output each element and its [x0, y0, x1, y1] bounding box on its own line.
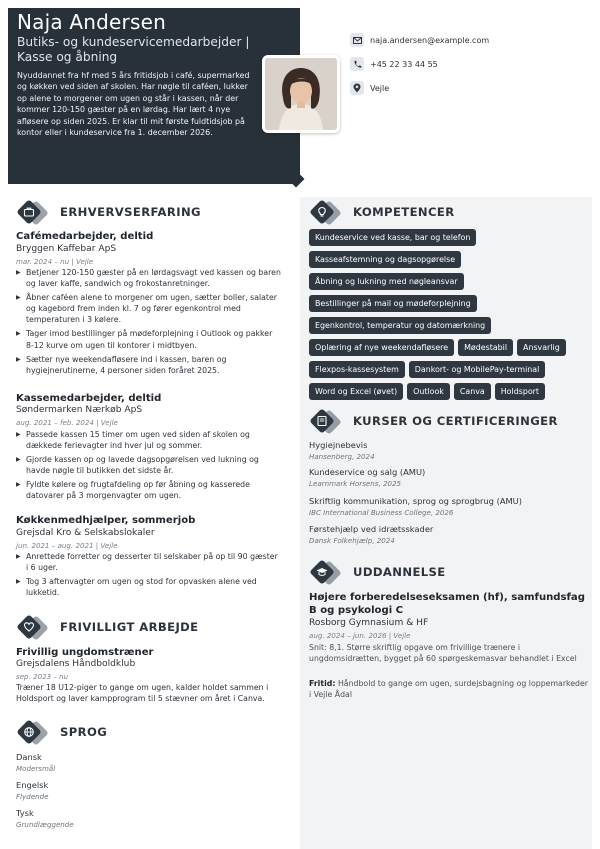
globe-icon	[16, 719, 42, 745]
course-institution: Hansenberg, 2024	[309, 452, 375, 461]
email-text: naja.andersen@example.com	[370, 35, 490, 45]
skill-tag: Ansvarlig	[517, 339, 566, 356]
header-panel	[8, 8, 300, 184]
briefcase-icon	[16, 199, 42, 225]
language-level: Grundlæggende	[16, 820, 74, 829]
graduation-cap-icon	[309, 559, 335, 585]
skill-tag: Outlook	[407, 383, 450, 400]
mail-icon	[350, 33, 364, 47]
leisure-text: Håndbold to gange om ugen, surdejsbagning og loppemarkeder i Vejle Ådal	[309, 679, 589, 700]
education-title: Højere forberedelseseksamen (hf), samfundsfag B og psykologi C	[309, 592, 585, 616]
skill-tag: Flexpos-kassesystem	[309, 361, 405, 378]
list-item: ▶ Passede kassen 15 timer om ugen ved siden af skolen og dækkede ferievagter ind hver jul og sommer.	[16, 429, 282, 451]
education-heading: UDDANNELSE	[309, 559, 446, 585]
job-dates-location: mar. 2024 – nu | Vejle	[16, 257, 94, 266]
job-title: Køkkenmedhjælper, sommerjob	[16, 515, 196, 526]
profile-photo	[262, 55, 340, 133]
job-bullets	[16, 267, 282, 379]
language-level: Flydende	[16, 792, 49, 801]
list-item: ▶ Tager imod bestillinger på mødeforplejning i Outlook og pakker 8-12 kurve om ugen til kontorer i midtbyen.	[16, 328, 282, 350]
skill-tag: Mødestabil	[458, 339, 513, 356]
skill-tag: Åbning og lukning med nøgleansvar	[309, 273, 464, 290]
education-school: Rosborg Gymnasium & HF	[309, 618, 429, 628]
contact-email[interactable]	[350, 32, 489, 48]
job-title: Cafémedarbejder, deltid	[16, 231, 154, 242]
language-name: Engelsk	[16, 780, 49, 790]
job-dates-location: aug. 2021 – feb. 2024 | Vejle	[16, 418, 118, 427]
volunteer-description: Træner 18 U12-piger to gange om ugen, kalder holdet sammen i Holdsport og laver kampprogram til 5 stævner om året i Canva.	[16, 683, 269, 704]
education-dates-location: aug. 2024 – jun. 2026 | Vejle	[309, 631, 411, 640]
course-name: Førstehjælp ved idrætsskader	[309, 524, 434, 534]
course-name: Skriftlig kommunikation, sprog og sprogbrug (AMU)	[309, 496, 522, 506]
contact-location	[350, 80, 389, 96]
volunteer-title: Frivillig ungdomstræner	[16, 647, 154, 658]
volunteer-heading: FRIVILLIGT ARBEJDE	[16, 614, 199, 640]
language-name: Tysk	[16, 808, 34, 818]
location-text: Vejle	[370, 83, 390, 93]
person-name: Naja Andersen	[17, 10, 166, 34]
list-item: ▶ Tog 3 aftenvagter om ugen og stod for opvasken alene ved lukketid.	[16, 576, 282, 598]
language-level: Modersmål	[16, 764, 56, 773]
lightbulb-icon	[309, 199, 335, 225]
list-item: ▶ Sætter nye weekendafløsere ind i kassen, baren og hygiejnerutinerne, 4 personer siden foråret 2025.	[16, 354, 282, 376]
education-leisure	[309, 678, 591, 701]
languages-heading: SPROG	[16, 719, 107, 745]
person-role: Butiks- og kundeservicemedarbejder | Kasse og åbning	[17, 35, 250, 64]
heart-hand-icon	[16, 614, 42, 640]
skill-tag: Canva	[454, 383, 491, 400]
phone-icon	[350, 57, 364, 71]
volunteer-dates: sep. 2023 – nu	[16, 672, 69, 681]
skill-tag: Holdsport	[495, 383, 545, 400]
courses-heading: KURSER OG CERTIFICERINGER	[309, 408, 558, 434]
job-title: Kassemedarbejder, deltid	[16, 393, 162, 404]
list-item: ▶ Betjener 120-150 gæster på en lørdagsvagt ved kassen og baren og laver kaffe, sandwich og frokostanretninger.	[16, 267, 282, 289]
skills-heading: KOMPETENCER	[309, 199, 455, 225]
language-name: Dansk	[16, 752, 42, 762]
certificate-icon	[309, 408, 335, 434]
skill-tag: Word og Excel (øvet)	[309, 383, 403, 400]
course-name: Kundeservice og salg (AMU)	[309, 467, 426, 477]
list-item: ▶ Åbner caféen alene to morgener om ugen, sætter boller, salater og kagebord frem inden kl. 7 og fører egenkontrol med temperaturen i 3 kølere.	[16, 292, 282, 325]
course-institution: Learnmark Horsens, 2025	[309, 479, 402, 488]
location-pin-icon	[350, 81, 364, 95]
education-grade: Snit: 8,1. Større skriftlig opgave om frivillige trænere i ungdomsidrætten, bygget på 60 spørgeskemasvar behandlet i Excel	[309, 643, 577, 664]
job-company: Søndermarken Nærkøb ApS	[16, 405, 143, 415]
job-company: Grejsdal Kro & Selskabslokaler	[16, 528, 155, 538]
course-institution: Dansk Folkehjælp, 2024	[309, 536, 395, 545]
job-company: Bryggen Kaffebar ApS	[16, 244, 117, 254]
skill-tag: Dankort- og MobilePay-terminal	[409, 361, 546, 378]
list-item: ▶ Gjorde kassen op og lavede dagsopgørelsen ved lukning og havde nøgle til butikken det sidste år.	[16, 454, 282, 476]
course-institution: IBC International Business College, 2026	[309, 508, 454, 517]
job-bullets	[16, 429, 282, 505]
contact-phone[interactable]	[350, 56, 438, 72]
course-name: Hygiejnebevis	[309, 440, 368, 450]
phone-text: +45 22 33 44 55	[370, 59, 438, 69]
skill-tag: Egenkontrol, temperatur og datomærkning	[309, 317, 491, 334]
skill-tag: Oplæring af nye weekendafløsere	[309, 339, 454, 356]
leisure-label: Fritid:	[309, 679, 336, 688]
skill-tag: Bestillinger på mail og mødeforplejning	[309, 295, 477, 312]
skills-list	[309, 229, 591, 400]
profile-summary: Nyuddannet fra hf med 5 års fritidsjob i café, supermarked og køkken ved siden af skolen. Har nøgle til caféen, lukker op alene to morgener om ugen og står i kassen, når der kommer 120-150 gæster på en lørdag. Har lært 4 nye afløsere op siden 2025. Er klar til mit første fuldtidsjob på kontor eller i kundeservice fra 1. december 2026.	[17, 71, 250, 138]
job-dates-location: jun. 2021 – aug. 2021 | Vejle	[16, 541, 118, 550]
volunteer-org: Grejsdalens Håndboldklub	[16, 659, 136, 669]
skill-tag: Kundeservice ved kasse, bar og telefon	[309, 229, 476, 246]
list-item: ▶ Anrettede forretter og desserter til selskaber på op til 90 gæster i 6 uger.	[16, 551, 282, 573]
experience-heading: ERHVERVSERFARING	[16, 199, 201, 225]
skill-tag: Kasseafstemning og dagsopgørelse	[309, 251, 461, 268]
list-item: ▶ Fyldte kølere og frugtafdeling op før åbning og kasserede datovarer på 3 morgenvagter om ugen.	[16, 479, 282, 501]
job-bullets	[16, 551, 282, 601]
